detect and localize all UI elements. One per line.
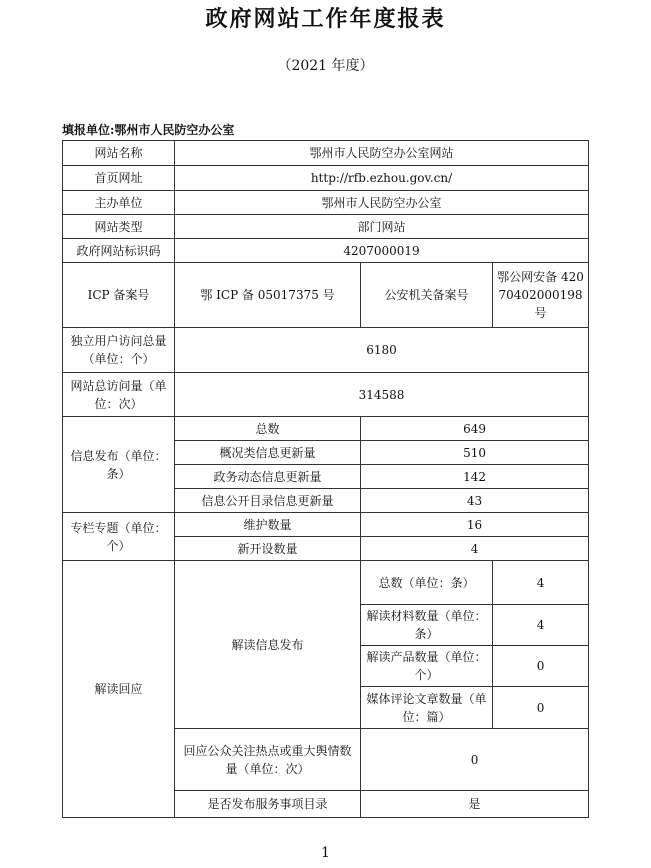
info-total-label: 总数 — [175, 417, 361, 441]
unique-visitors-value: 6180 — [175, 328, 589, 373]
site-type-value: 部门网站 — [175, 215, 589, 239]
columns-maintained-value: 16 — [361, 513, 589, 537]
homepage-value: http://rfb.ezhou.gov.cn/ — [175, 166, 589, 191]
info-overview-label: 概况类信息更新量 — [175, 441, 361, 465]
table-row — [63, 417, 589, 441]
interpret-media-label: 媒体评论文章数量（单位：篇） — [361, 687, 493, 729]
columns-new-label: 新开设数量 — [175, 537, 361, 561]
interpret-product-value: 0 — [493, 646, 589, 687]
sponsor-label: 主办单位 — [63, 191, 175, 215]
table-row — [63, 166, 589, 191]
site-name-label: 网站名称 — [63, 141, 175, 166]
filing-unit: 填报单位:鄂州市人民防空办公室 — [62, 123, 235, 137]
table-row — [63, 373, 589, 417]
total-visits-label: 网站总访问量（单位：次） — [63, 373, 175, 417]
table-row — [63, 215, 589, 239]
interpret-total-label: 总数（单位：条） — [361, 561, 493, 605]
info-total-value: 649 — [361, 417, 589, 441]
police-value: 鄂公网安备 42070402000198 号 — [493, 263, 589, 328]
hotspot-value: 0 — [361, 729, 589, 791]
homepage-label: 首页网址 — [63, 166, 175, 191]
interpret-material-value: 4 — [493, 605, 589, 646]
site-id-label: 政府网站标识码 — [63, 239, 175, 263]
info-dynamics-value: 142 — [361, 465, 589, 489]
info-catalog-value: 43 — [361, 489, 589, 513]
info-catalog-label: 信息公开目录信息更新量 — [175, 489, 361, 513]
icp-label: ICP 备案号 — [63, 263, 175, 328]
interpret-material-label: 解读材料数量（单位：条） — [361, 605, 493, 646]
interpret-product-label: 解读产品数量（单位：个） — [361, 646, 493, 687]
table-row — [63, 513, 589, 537]
table-row — [63, 263, 589, 328]
report-title: 政府网站工作年度报表 — [205, 6, 446, 32]
columns-new-value: 4 — [361, 537, 589, 561]
page-number: 1 — [321, 845, 330, 861]
columns-maintained-label: 维护数量 — [175, 513, 361, 537]
report-year: （2021 年度） — [277, 58, 374, 74]
site-id-value: 4207000019 — [175, 239, 589, 263]
total-visits-value: 314588 — [175, 373, 589, 417]
table-row — [63, 561, 589, 605]
report-table — [62, 140, 589, 818]
table-row — [63, 328, 589, 373]
service-catalog-value: 是 — [361, 791, 589, 818]
interpret-label: 解读回应 — [63, 561, 175, 818]
unique-visitors-label: 独立用户访问总量（单位：个） — [63, 328, 175, 373]
site-name-value: 鄂州市人民防空办公室网站 — [175, 141, 589, 166]
table-row — [63, 239, 589, 263]
info-publish-label: 信息发布（单位：条） — [63, 417, 175, 513]
columns-label: 专栏专题（单位：个） — [63, 513, 175, 561]
hotspot-label: 回应公众关注热点或重大舆情数量（单位：次） — [175, 729, 361, 791]
service-catalog-label: 是否发布服务事项目录 — [175, 791, 361, 818]
police-label: 公安机关备案号 — [361, 263, 493, 328]
icp-value: 鄂 ICP 备 05017375 号 — [175, 263, 361, 328]
site-type-label: 网站类型 — [63, 215, 175, 239]
info-overview-value: 510 — [361, 441, 589, 465]
table-row — [63, 141, 589, 166]
sponsor-value: 鄂州市人民防空办公室 — [175, 191, 589, 215]
info-dynamics-label: 政务动态信息更新量 — [175, 465, 361, 489]
interpret-media-value: 0 — [493, 687, 589, 729]
interpret-total-value: 4 — [493, 561, 589, 605]
table-row — [63, 191, 589, 215]
interpret-publish-label: 解读信息发布 — [175, 561, 361, 729]
